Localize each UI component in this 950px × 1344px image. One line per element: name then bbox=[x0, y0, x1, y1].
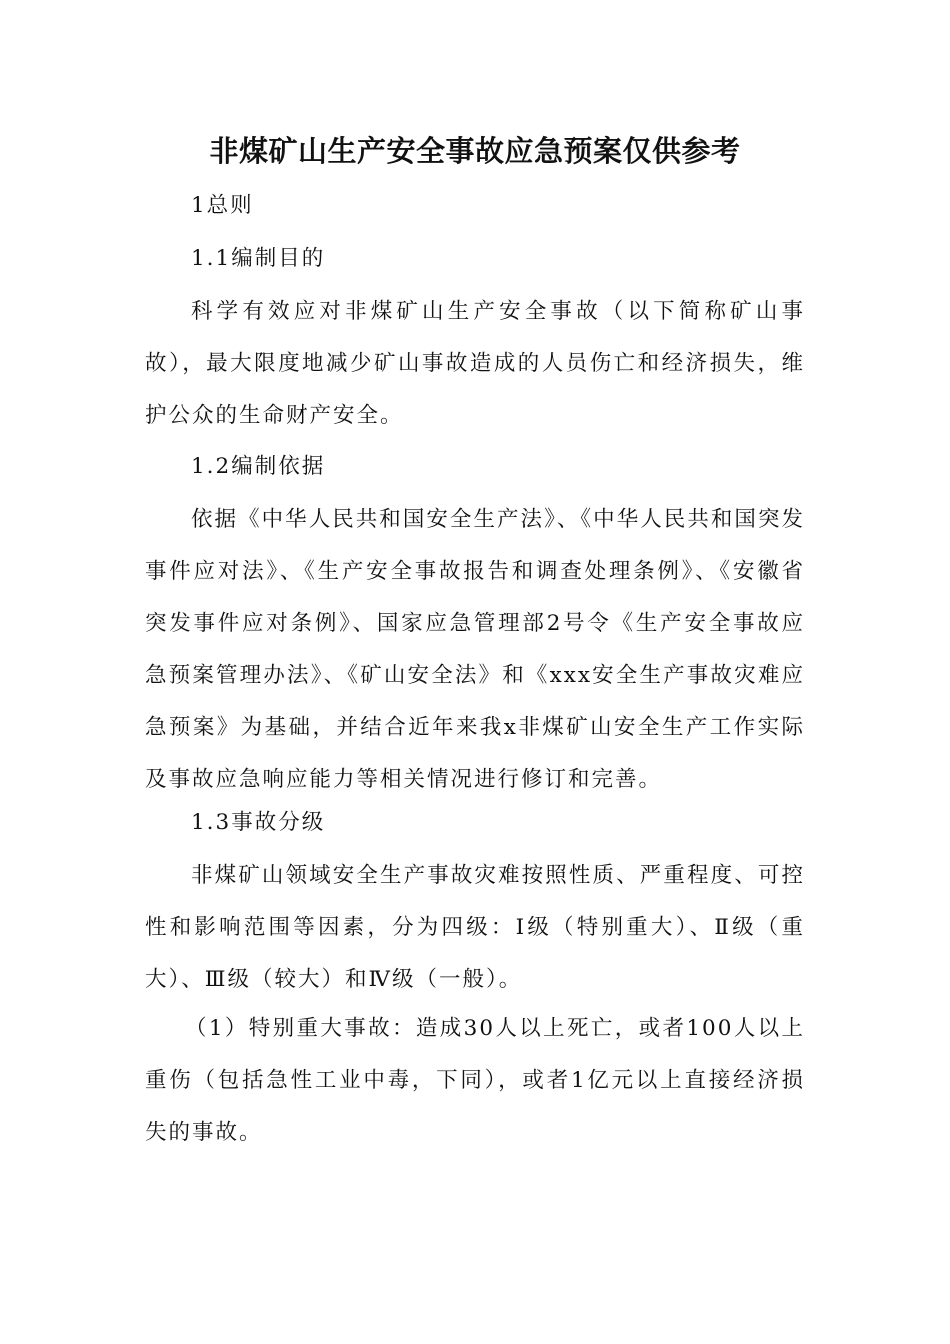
section-heading-general: 1总则 bbox=[191, 193, 254, 218]
section-heading-basis: 1.2编制依据 bbox=[191, 454, 326, 479]
section-heading-purpose: 1.1编制目的 bbox=[191, 246, 326, 271]
paragraph-level-one: （1）特别重大事故：造成30人以上死亡，或者100人以上重伤（包括急性工业中毒，下同），或者1亿元以上直接经济损失的事故。 bbox=[145, 1016, 805, 1145]
paragraph-basis: 依据《中华人民共和国安全生产法》、《中华人民共和国突发事件应对法》、《生产安全事故报告和调查处理条例》、《安徽省突发事件应对条例》、国家应急管理部2号令《生产安全事故应急预案管理办法》、《矿山安全法》和《xxx安全生产事故灾难应急预案》为基础，并结合近年来我x非煤矿山安全生产工作实际及事故应急响应能力等相关情况进行修订和完善。 bbox=[145, 507, 805, 792]
document-title: 非煤矿山生产安全事故应急预案仅供参考 bbox=[209, 134, 741, 168]
paragraph-grading: 非煤矿山领域安全生产事故灾难按照性质、严重程度、可控性和影响范围等因素，分为四级：Ⅰ级（特别重大）、Ⅱ级（重大）、Ⅲ级（较大）和Ⅳ级（一般）。 bbox=[145, 863, 805, 992]
paragraph-purpose: 科学有效应对非煤矿山生产安全事故（以下简称矿山事故），最大限度地减少矿山事故造成的人员伤亡和经济损失，维护公众的生命财产安全。 bbox=[145, 299, 805, 428]
section-heading-grading: 1.3事故分级 bbox=[191, 810, 326, 835]
